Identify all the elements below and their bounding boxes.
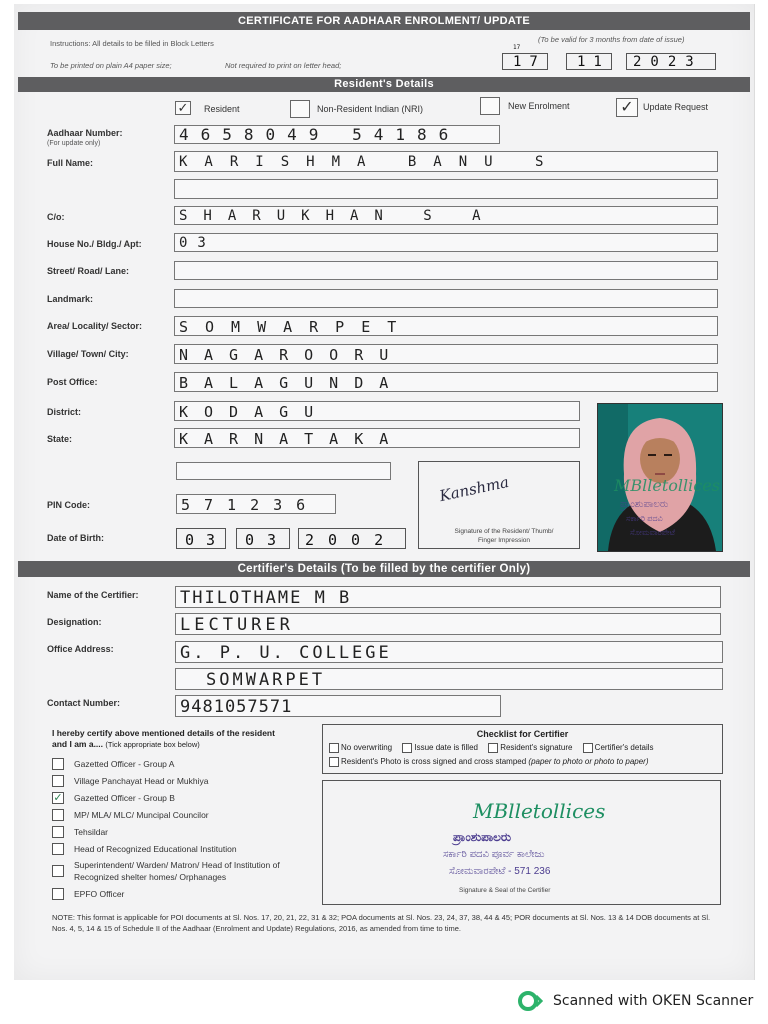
check-mark-icon: ✓ (53, 791, 63, 804)
full-name-label: Full Name: (47, 158, 94, 168)
role-label: MP/ MLA/ MLC/ Muncipal Councilor (74, 809, 209, 820)
area-label: Area/ Locality/ Sector: (47, 321, 143, 331)
certifier-stamp-line1: ಪ್ರಾಂಶುಪಾಲರು (453, 830, 512, 844)
instructions-text: Instructions: All details to be filled in Block Letters (50, 39, 214, 48)
dob-label: Date of Birth: (47, 533, 104, 543)
photo-stamp-line2: ಸರ್ಕಾರಿ ಪದವಿ (626, 514, 663, 523)
dob-month: 03 (245, 531, 290, 549)
checklist-item: Certifier's details (594, 743, 654, 753)
certify-statement-lead: and I am a.... (52, 739, 104, 749)
house-label: House No./ Bldg./ Apt: (47, 239, 142, 249)
street-field[interactable] (174, 261, 718, 280)
aadhaar-sublabel: (For update only) (47, 140, 101, 147)
nri-checkbox[interactable] (290, 100, 310, 118)
resident-signature-caption: Signature of the Resident/ Thumb/ Finger Impression (454, 528, 554, 544)
role-label: EPFO Officer (74, 889, 125, 899)
care-of-label: C/o: (47, 212, 65, 222)
photo-cross-signature: MBlletollices (614, 476, 720, 495)
role-checkbox[interactable] (52, 775, 64, 787)
scanner-text: Scanned with OKEN Scanner (553, 993, 754, 1009)
role-checkbox[interactable] (52, 888, 64, 900)
designation-field[interactable]: LECTURER (175, 613, 721, 635)
certify-statement-line2 (52, 739, 200, 749)
aadhaar-label: Aadhaar Number: (47, 128, 123, 138)
checklist-checkbox[interactable] (329, 757, 339, 767)
letterhead-note: Not required to print on letter head; (225, 61, 342, 70)
new-enrolment-checkbox[interactable] (480, 97, 500, 115)
district-label: District: (47, 407, 82, 417)
pin-field[interactable]: 571236 (176, 494, 336, 514)
designation-label: Designation: (47, 617, 102, 627)
resident-signature: Kanshma (437, 472, 511, 506)
role-label: Gazetted Officer - Group B (74, 792, 175, 803)
certifier-stamp-line2: ಸರ್ಕಾರಿ ಪದವಿ ಪೂರ್ವ ಕಾಲೇಜು (443, 849, 545, 860)
landmark-field[interactable] (174, 289, 718, 308)
issue-month-box[interactable] (566, 53, 612, 70)
role-label: Tehsildar (74, 826, 109, 837)
resident-details-heading: Resident's Details (18, 77, 750, 92)
certifier-name-field[interactable]: THILOTHAME M B (175, 586, 721, 608)
state-field[interactable]: KARNATAKA (174, 428, 580, 448)
role-item-gazetted-a[interactable] (52, 755, 322, 772)
issue-year-box[interactable] (626, 53, 716, 70)
post-office-field[interactable]: BALAGUNDA (174, 372, 718, 392)
certify-statement-line1: I hereby certify above mentioned details of the resident (52, 728, 275, 738)
role-checkbox[interactable] (52, 758, 64, 770)
certify-tick-note: (Tick appropriate box below) (105, 740, 200, 749)
checklist-checkbox[interactable] (402, 743, 412, 753)
certifier-role-list (52, 755, 322, 903)
checklist-item: Resident's Photo is cross signed and cross stamped (341, 757, 527, 767)
role-checkbox[interactable] (52, 865, 64, 877)
post-office-label: Post Office: (47, 377, 98, 387)
date-marker: 17 (513, 44, 521, 51)
dob-year-box[interactable] (298, 528, 406, 549)
dob-day: 03 (185, 531, 228, 549)
update-request-label: Update Request (643, 102, 709, 112)
checklist-checkbox[interactable] (583, 743, 593, 753)
state-extra-field[interactable] (176, 462, 391, 480)
role-label: Superintendent/ Warden/ Matron/ Head of Institution of Recognized shelter homes/ Orphanages (74, 860, 280, 882)
checklist-row-2 (329, 757, 649, 767)
state-label: State: (47, 434, 73, 444)
district-field[interactable]: KODAGU (174, 401, 580, 421)
office-address-line2[interactable]: SOMWARPET (175, 668, 723, 690)
aadhaar-field[interactable]: 4658049 54186 (174, 125, 500, 144)
office-address-label: Office Address: (47, 644, 114, 654)
role-label: Gazetted Officer - Group A (74, 758, 175, 769)
resident-signature-box[interactable] (418, 461, 580, 549)
photo-stamp-line3: ಸೋಮವಾರಪೇಟೆ (630, 528, 676, 537)
pin-label: PIN Code: (47, 500, 91, 510)
role-checkbox[interactable] (52, 843, 64, 855)
office-address-line1[interactable]: G. P. U. COLLEGE (175, 641, 723, 663)
new-enrolment-label: New Enrolment (508, 101, 570, 111)
photo-stamp-line1: ಪ್ರಾಂಶುಪಾಲರು (620, 499, 669, 510)
area-field[interactable]: SOMWARPET (174, 316, 718, 336)
full-name-field[interactable]: KARISHMA BANU S (174, 151, 718, 172)
village-label: Village/ Town/ City: (47, 349, 129, 359)
nri-option-label: Non-Resident Indian (NRI) (317, 104, 424, 114)
role-item-village-head[interactable] (52, 772, 322, 789)
issue-month: 11 (577, 54, 610, 70)
dob-month-box[interactable] (236, 528, 290, 549)
certificate-title: CERTIFICATE FOR AADHAAR ENROLMENT/ UPDATE (18, 12, 750, 30)
paper-size-note: To be printed on plain A4 paper size; (50, 61, 172, 70)
street-label: Street/ Road/ Lane: (47, 266, 130, 276)
role-checkbox[interactable] (52, 809, 64, 821)
certifier-name-label: Name of the Certifier: (47, 590, 139, 600)
certifier-details-heading: Certifier's Details (To be filled by the certifier Only) (18, 561, 750, 577)
scanner-watermark (517, 990, 753, 1012)
contact-field[interactable]: 9481057571 (175, 695, 501, 717)
validity-note: (To be valid for 3 months from date of issue) (538, 35, 685, 44)
role-label: Village Panchayat Head or Mukhiya (74, 775, 209, 786)
certifier-signature: MBlletollices (473, 799, 606, 823)
update-request-checkbox[interactable] (616, 98, 638, 117)
scanner-logo-icon (517, 990, 543, 1012)
dob-day-box[interactable] (176, 528, 226, 549)
issue-year: 2023 (633, 54, 703, 70)
resident-checkbox[interactable] (175, 101, 191, 115)
issue-day-box[interactable] (502, 53, 548, 70)
certifier-stamp-line3: ಸೋಮವಾರಪೇಟೆ - 571 236 (449, 866, 551, 877)
care-of-field[interactable]: SHARUKHAN S A (174, 206, 718, 225)
role-checkbox-checked[interactable] (52, 792, 64, 804)
footnote: NOTE: This format is applicable for POI documents at Sl. Nos. 17, 20, 21, 22, 31 & 32; POA documents at Sl. Nos. 23, 24, 37, 38, 44 & 45; POR documents at Sl. Nos. 13 & 14 DOB documents at Sl. Nos. 4, 5, 14 & 15 of Schedule II of the Aadhaar (Enrolment and Update) Regulations, 2016, as amended from time to time. (52, 913, 711, 933)
dob-year: 2002 (305, 531, 398, 549)
checklist-title: Checklist for Certifier (476, 729, 569, 739)
role-item-tehsildar[interactable] (52, 823, 322, 840)
full-name-field-line2[interactable] (174, 179, 718, 199)
check-mark-icon: ✓ (177, 100, 189, 115)
role-item-mp-mla[interactable] (52, 806, 322, 823)
checklist-item: Resident's signature (500, 743, 573, 753)
checklist-item: No overwriting (341, 743, 393, 753)
issue-day: 17 (513, 54, 546, 70)
role-item-superintendent[interactable] (52, 857, 322, 885)
village-field[interactable]: NAGAROORU (174, 344, 718, 364)
role-checkbox[interactable] (52, 826, 64, 838)
contact-label: Contact Number: (47, 698, 121, 708)
checklist-checkbox[interactable] (329, 743, 339, 753)
house-field[interactable]: 03 (174, 233, 718, 252)
checklist-item: Issue date is filled (414, 743, 478, 753)
checklist-row-1 (329, 743, 654, 753)
check-mark-icon: ✓ (620, 99, 634, 116)
certifier-checklist (322, 724, 723, 774)
role-item-gazetted-b[interactable] (52, 789, 322, 806)
resident-photo (597, 403, 723, 552)
resident-option-label: Resident (204, 104, 240, 114)
checklist-note: (paper to photo or photo to paper) (528, 757, 649, 767)
certifier-signature-box[interactable] (322, 780, 721, 905)
role-item-education-head[interactable] (52, 840, 322, 857)
role-label: Head of Recognized Educational Institution (74, 843, 237, 854)
role-item-epfo[interactable] (52, 885, 322, 903)
checklist-checkbox[interactable] (488, 743, 498, 753)
certifier-signature-caption: Signature & Seal of the Certifier (459, 887, 551, 894)
landmark-label: Landmark: (47, 294, 94, 304)
